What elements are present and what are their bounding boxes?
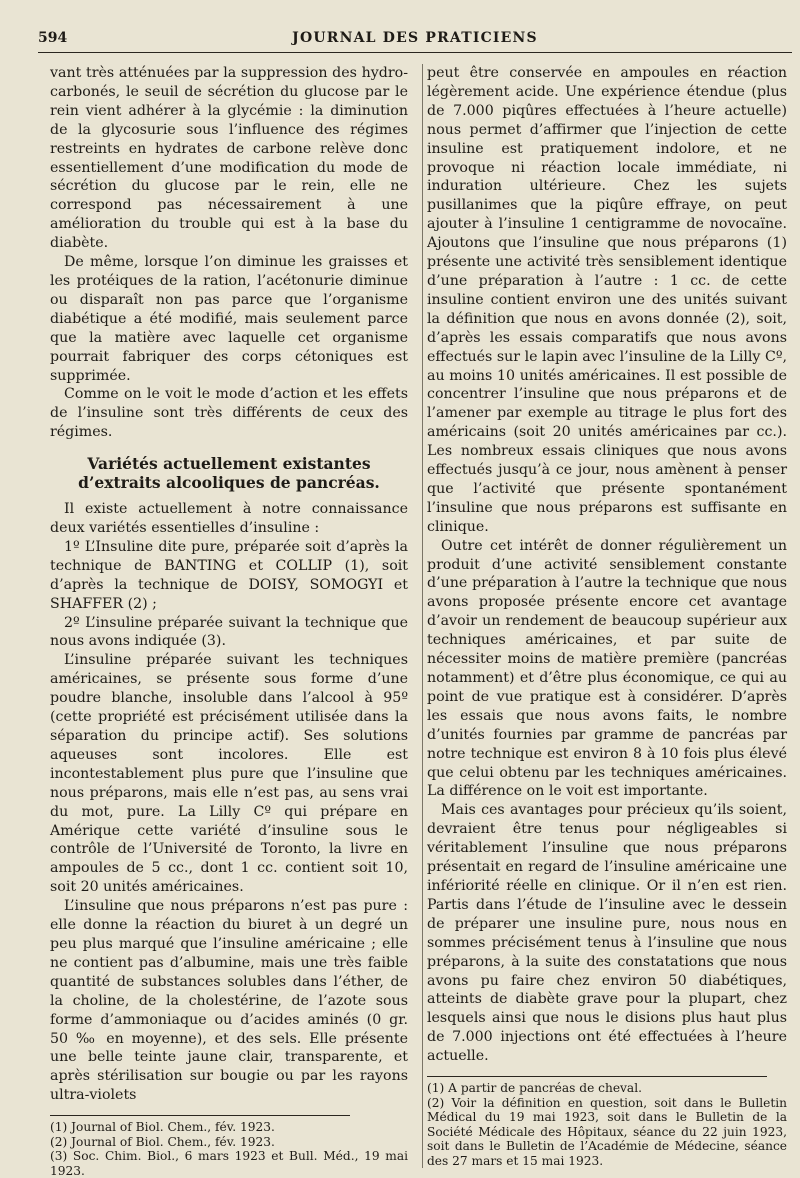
section-heading <box>50 454 408 492</box>
paragraph: Il existe actuellement à notre connaissance deux variétés essentielles d’insuline : <box>50 501 408 537</box>
section-heading-line-2: d’extraits alcooliques de pancréas. <box>78 473 380 493</box>
footnote-rule <box>427 1076 767 1077</box>
section-heading-line-1: Variétés actuellement existantes <box>87 454 371 474</box>
page-header <box>38 30 792 53</box>
paragraph: Comme on le voit le mode d’action et les effets de l’insuline sont très différents de ceux des régimes. <box>50 386 408 441</box>
paragraph: L’insuline préparée suivant les techniques américaines, se présente sous forme d’une poudre blanche, insoluble dans l’alcool à 95º (cette propriété est précisément utilisée dans la séparation du principe actif). Ses solutions aqueuses sont incolores. Elle est incontestablement plus pure que l’insuline que nous préparons, mais elle n’est pas, au sens vrai du mot, pure. La Lilly Cº qui prépare en Amérique cette variété d’insuline sous le contrôle de l’Université de Toronto, la livre en ampoules de 5 cc., dont 1 cc. contient soit 10, soit 20 unités américaines. <box>50 652 408 896</box>
footnote: (3) Soc. Chim. Biol., 6 mars 1923 et Bull. Méd., 19 mai 1923. <box>50 1149 408 1178</box>
left-column <box>50 64 408 1178</box>
paragraph: 1º L’Insuline dite pure, préparée soit d’après la technique de BANTING et COLLIP (1), soit d’après la technique de DOISY, SOMOGYI et SHAFFER (2) ; <box>50 538 408 612</box>
paragraph: Outre cet intérêt de donner régulièrement un produit d’une activité sensiblement constante d’une préparation à l’autre la technique que nous avons proposée présente encore cet avantage d’avoir un rendement de beaucoup supérieur aux techniques américaines, et par suite de nécessiter moins de matière première (pancréas notamment) et d’être plus économique, ce qui au point de vue pratique est à considérer. D’après les essais que nous avons faits, le nombre d’unités fournies par gramme de pancréas par notre technique est environ 8 à 10 fois plus élevé que celui obtenu par les techniques américaines. La différence on le voit est importante. <box>427 537 787 800</box>
paragraph: peut être conservée en ampoules en réaction légèrement acide. Une expérience étendue (plus de 7.000 piqûres effectuées à l’heure actuelle) nous permet d’affirmer que l’injection de cette insuline est pratiquement indolore, et ne provoque ni réaction locale immédiate, ni induration ultérieure. Chez les sujets pusillanimes que la piqûre effraye, on peut ajouter à l’insuline 1 centigramme de novocaïne. Ajoutons que l’insuline que nous préparons (1) présente une activité très sensiblement identique d’une préparation à l’autre : 1 cc. de cette insuline contient environ une des unités suivant la définition que nous en avons donnée (2), soit, d’après les essais comparatifs que nous avons effectués sur le lapin avec l’insuline de la Lilly Cº, au moins 10 unités américaines. Il est possible de concentrer l’insuline que nous préparons et de l’amener par exemple au titrage le plus fort des américains (soit 20 unités américaines par cc.). Les nombreux essais cliniques que nous avons effectués jusqu’à ce jour, nous amènent à penser que l’activité que présente spontanément l’insuline que nous préparons est suffisante en clinique. <box>427 65 787 535</box>
paragraph: 2º L’insuline préparée suivant la technique que nous avons indiquée (3). <box>50 614 408 650</box>
journal-title: JOURNAL DES PRATICIENS <box>292 30 538 46</box>
footnote: (2) Journal of Biol. Chem., fév. 1923. <box>50 1134 275 1149</box>
right-column <box>422 64 787 1168</box>
footnote: (2) Voir la définition en question, soit dans le Bulletin Médical du 19 mai 1923, soit dans le Bulletin de la Société Médicale des Hôpitaux, séance du 22 juin 1923, soit dans le Bulletin de l’Académie de Médecine, séance des 27 mars et 15 mai 1923. <box>427 1095 787 1168</box>
paragraph: Mais ces avantages pour précieux qu’ils soient, devraient être tenus pour négligeables si véritablement l’insuline que nous préparons présentait en regard de l’insuline américaine une infériorité réelle en clinique. Or il n’en est rien. Partis dans l’étude de l’insuline avec le dessein de préparer une insuline pure, nous nous en sommes précisément tenus à l’insuline que nous préparons, à la suite des constatations que nous avons pu faire chez environ 50 diabétiques, atteints de diabète grave pour la plupart, chez lesquels ainsi que nous le disions plus haut plus de 7.000 injections ont été effectuées à l’heure actuelle. <box>427 802 787 1065</box>
page-number: 594 <box>38 30 68 46</box>
paragraph: De même, lorsque l’on diminue les graisses et les protéiques de la ration, l’acétonurie diminue ou disparaît non pas parce que l’organisme diabétique a été modifié, mais seulement parce que la matière avec laquelle cet organisme pourrait fabriquer des corps cétoniques est supprimée. <box>50 254 408 384</box>
footnote: (1) Journal of Biol. Chem., fév. 1923. <box>50 1120 275 1135</box>
paragraph: L’insuline que nous préparons n’est pas pure : elle donne la réaction du biuret à un degré un peu plus marqué que l’insuline américaine ; elle ne contient pas d’albumine, mais une très faible quantité de substances solubles dans l’éther, de la choline, de la cholestérine, de l’azote sous forme d’ammoniaque ou d’acides aminés (0 gr. 50 ‰ en moyenne), et des sels. Elle présente une belle teinte jaune clair, transparente, et après stérilisation sur bougie ou par les rayons ultra-violets <box>50 898 408 1104</box>
footnote-rule <box>50 1115 350 1116</box>
paragraph: vant très atténuées par la suppression des hydro-carbonés, le seuil de sécrétion du glucose par le rein vient adhérer à la glycémie : la diminution de la glycosurie sous l’influence des régimes restreints en hydrates de carbone relève donc essentiellement d’une modification du mode de sécrétion du glucose par le rein, elle ne correspond pas nécessairement à une amélioration du trouble qui est à la base du diabète. <box>50 65 408 252</box>
footnote: (1) A partir de pancréas de cheval. <box>427 1081 642 1096</box>
